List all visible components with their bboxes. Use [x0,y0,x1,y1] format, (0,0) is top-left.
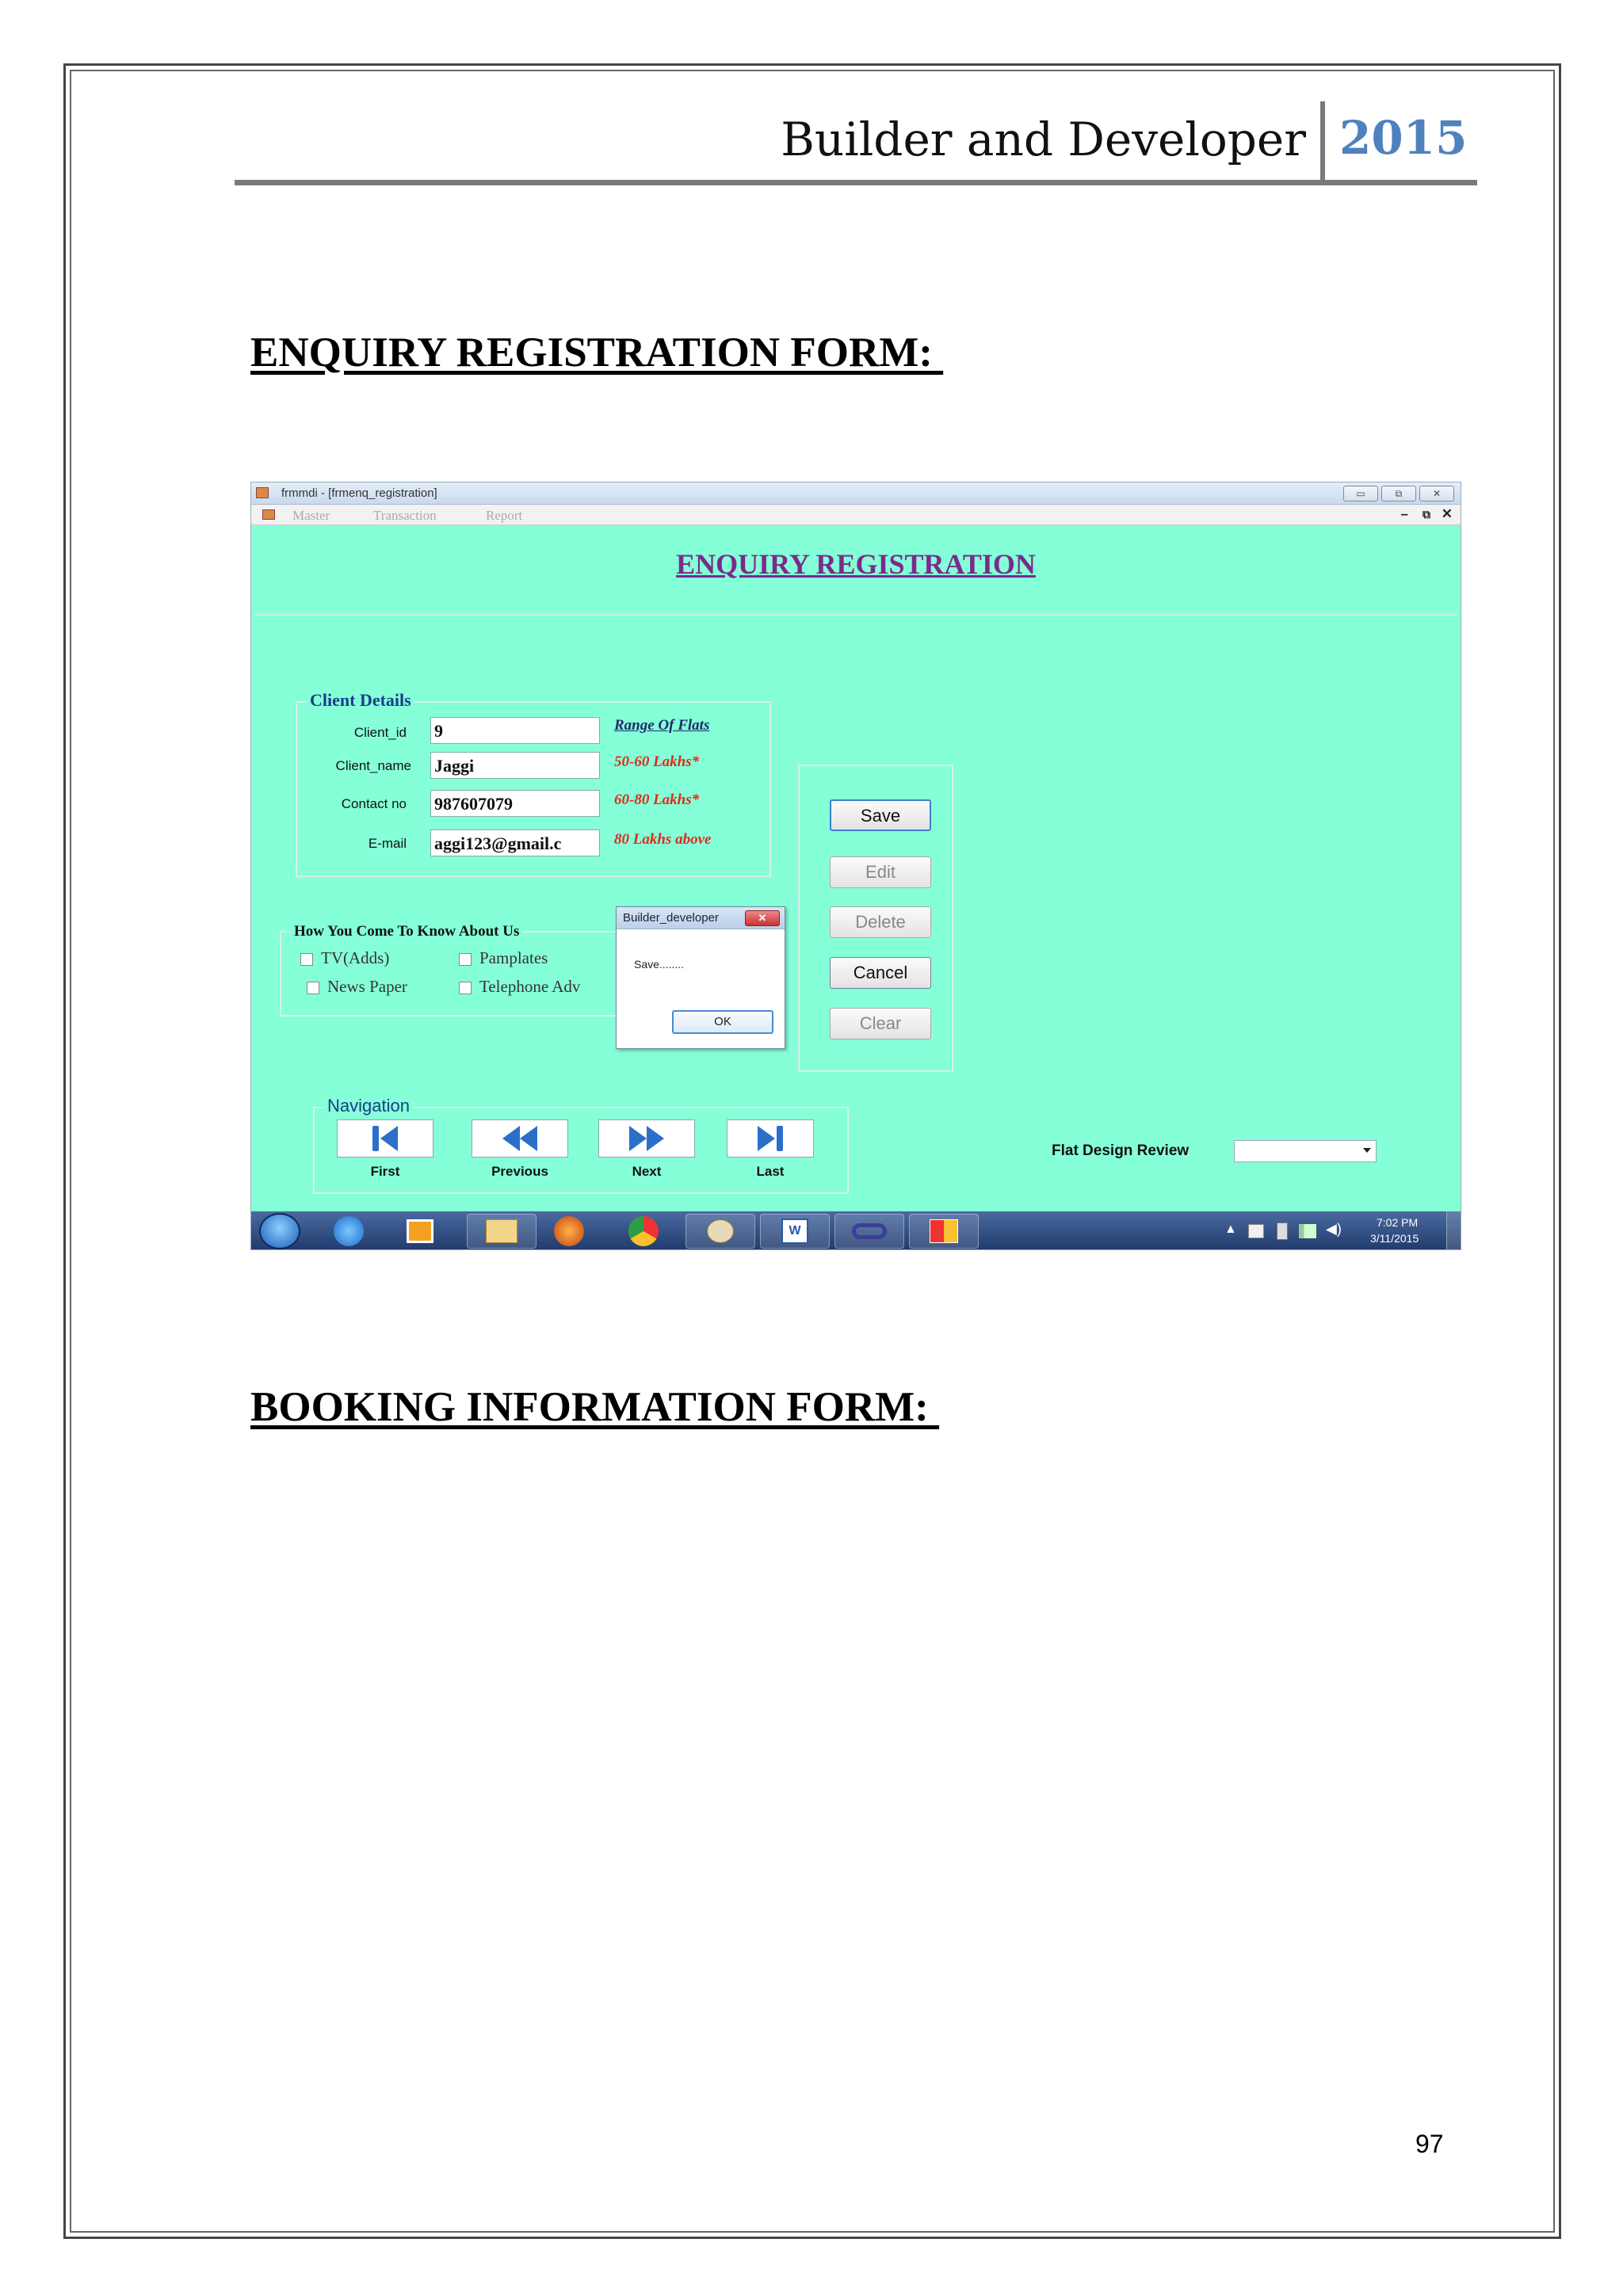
folder-icon [486,1219,517,1243]
header-year: 2015 [1339,111,1468,165]
explorer-taskbar-item[interactable] [467,1214,537,1249]
next-button[interactable] [598,1119,695,1158]
chevron-down-icon [1363,1148,1371,1153]
last-icon [751,1123,789,1154]
previous-icon [499,1123,540,1154]
enquiry-heading: ENQUIRY REGISTRATION FORM: [250,330,944,376]
taskbar-date[interactable]: 3/11/2015 [1370,1232,1419,1245]
contact-no-input[interactable]: 987607079 [430,790,600,817]
range-option-2[interactable]: 60-80 Lakhs* [614,791,700,808]
header-rule [235,180,1477,185]
delete-button[interactable]: Delete [830,906,931,938]
tv-adds-checkbox[interactable] [300,953,313,966]
maximize-button[interactable]: ⧉ [1381,486,1416,502]
mdi-child-icon [262,509,275,520]
header-title: Builder and Developer [781,113,1306,166]
last-label: Last [756,1164,785,1179]
infinity-icon [852,1223,887,1239]
navigation-legend: Navigation [324,1096,413,1116]
show-desktop-button[interactable] [1446,1211,1461,1250]
news-paper-label: News Paper [327,977,407,996]
news-paper-checkbox[interactable] [307,982,319,994]
child-restore-icon[interactable]: ⧉ [1423,508,1430,521]
client-name-label: Client_name [335,758,411,773]
range-option-3[interactable]: 80 Lakhs above [614,831,712,848]
client-id-input[interactable]: 9 [430,717,600,744]
email-input[interactable]: aggi123@gmail.c [430,830,600,856]
power-icon[interactable] [1277,1222,1288,1240]
windows-taskbar [251,1211,1461,1250]
clear-button[interactable]: Clear [830,1008,931,1039]
booking-heading: BOOKING INFORMATION FORM: [250,1384,940,1430]
child-close-icon[interactable]: ✕ [1441,506,1453,521]
how-you-came-title: How You Come To Know About Us [291,923,522,940]
firefox-icon[interactable] [554,1216,584,1246]
close-button[interactable]: ✕ [1419,486,1454,502]
window-titlebar [251,482,1461,505]
word-icon: W [781,1219,808,1244]
enquiry-form-screenshot [250,482,1461,1250]
cancel-button[interactable]: Cancel [830,957,931,989]
client-id-label: Client_id [353,725,407,740]
contact-no-label: Contact no [341,796,407,811]
next-icon [626,1123,667,1154]
client-name-input[interactable]: Jaggi [430,752,600,779]
dialog-ok-button[interactable]: OK [672,1010,773,1034]
internet-explorer-icon[interactable] [334,1216,364,1246]
action-center-icon[interactable] [1248,1224,1264,1238]
pamplates-checkbox[interactable] [459,953,472,966]
start-orb-icon[interactable] [259,1213,300,1249]
paint-taskbar-item[interactable] [685,1214,755,1249]
paint-icon [707,1219,734,1243]
network-icon[interactable] [1299,1224,1316,1238]
header-separator [1320,101,1325,184]
taskbar-time[interactable]: 7:02 PM [1377,1216,1419,1229]
flat-design-review-select[interactable] [1234,1140,1377,1162]
app-taskbar-item[interactable] [909,1214,979,1249]
visual-studio-taskbar-item[interactable] [834,1214,904,1249]
menubar [251,505,1461,525]
edit-button[interactable]: Edit [830,856,931,888]
pamplates-label: Pamplates [479,948,548,967]
window-title: frmmdi - [frmenq_registration] [281,486,437,500]
email-label: E-mail [368,836,407,851]
last-button[interactable] [727,1119,814,1158]
dialog-title: Builder_developer [617,907,785,929]
dialog-message: Save........ [634,958,685,971]
page-number: 97 [1415,2130,1444,2158]
range-option-1[interactable]: 50-60 Lakhs* [614,753,700,770]
client-details-legend: Client Details [307,690,414,711]
how-you-came-group [280,931,625,1016]
tv-adds-label: TV(Adds) [321,948,390,967]
next-label: Next [632,1164,662,1179]
word-taskbar-item[interactable] [760,1214,830,1249]
menu-transaction[interactable]: Transaction [373,508,437,523]
volume-icon[interactable]: ◀) [1326,1221,1342,1237]
first-icon [366,1123,404,1154]
child-minimize-icon[interactable]: – [1400,506,1408,521]
flat-design-review-label: Flat Design Review [1052,1142,1190,1159]
telephone-adv-checkbox[interactable] [459,982,472,994]
app-window-icon [930,1219,958,1243]
first-button[interactable] [337,1119,433,1158]
menu-report[interactable]: Report [486,508,523,523]
previous-button[interactable] [472,1119,568,1158]
save-dialog [616,906,785,1049]
minimize-button[interactable]: ▭ [1343,486,1378,502]
menu-master[interactable]: Master [292,508,330,523]
app-icon [256,487,269,498]
dialog-close-icon[interactable]: ✕ [745,910,780,926]
first-label: First [370,1164,400,1179]
form-header [254,528,1457,616]
form-title: ENQUIRY REGISTRATION [676,548,1036,580]
previous-label: Previous [491,1164,548,1179]
save-button[interactable]: Save [830,799,931,831]
media-player-icon[interactable] [407,1219,433,1243]
tray-arrow-icon[interactable]: ▲ [1224,1222,1237,1236]
range-of-flats-heading: Range Of Flats [614,717,710,734]
telephone-adv-label: Telephone Adv [479,977,581,996]
chrome-icon[interactable] [628,1216,659,1246]
